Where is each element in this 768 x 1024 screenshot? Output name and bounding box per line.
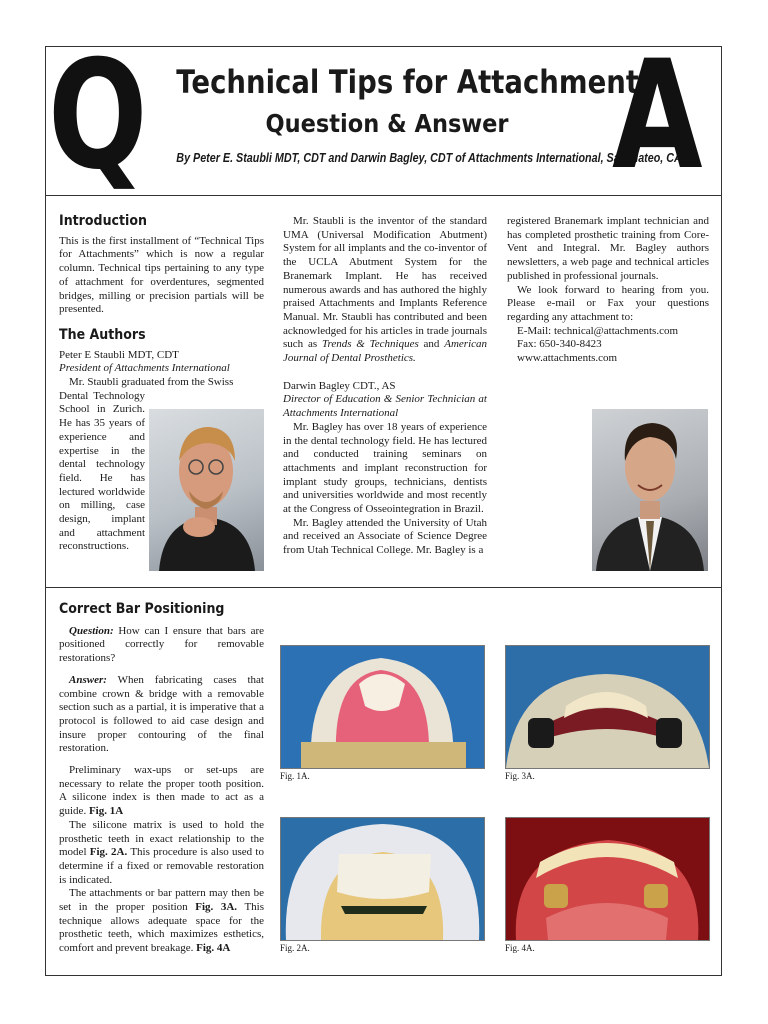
journal-trends: Trends & Techniques — [321, 338, 419, 351]
contact-intro: We look forward to hearing from you. Please e-mail or Fax your questions regarding any attachment to: — [507, 283, 709, 323]
figure-4a-image — [506, 818, 709, 940]
intro-heading: Introduction — [59, 213, 147, 229]
article-frame — [45, 29, 722, 976]
figure-1a — [280, 645, 485, 769]
figure-4a — [505, 817, 710, 941]
staubli-role: President of Attachments International — [59, 362, 230, 375]
question-text: How can I ensure that bars are positioned correctly for removable restorations? — [59, 624, 264, 665]
bagley-role: Director of Education & Senior Technician at Attachments International — [283, 393, 487, 420]
bagley-bio-3: registered Branemark implant technician and has completed prosthetic training from Core-Vent and Integral. Mr. Bagley authors newsletters, a web page and technical articles published in professional journals. — [507, 215, 709, 282]
bar-column — [59, 603, 264, 956]
caption-1a: Fig. 1A. — [280, 771, 310, 781]
section-divider — [46, 587, 721, 588]
a-letter: A — [612, 29, 703, 203]
staubli-bio-2: Dental Technology School in Zurich. He has 35 years of experience and expertise in the dental technology field. He has lectured worldwide on milling, case design, implant and attachment reconstructions. — [59, 389, 145, 553]
article-header — [46, 29, 721, 203]
p3b-text: This procedure is also used to determine if a fixed or removable restoration is indicated. — [59, 846, 264, 886]
article-subtitle: Question & Answer — [265, 109, 509, 138]
staubli-portrait-image — [149, 409, 264, 571]
staubli-name: Peter E Staubli MDT, CDT — [59, 348, 179, 361]
answer-paragraph — [59, 674, 264, 756]
figure-2a — [280, 817, 485, 941]
paragraph-2 — [59, 764, 264, 819]
question-label: Question: — [69, 624, 114, 637]
bagley-bio-1: Mr. Bagley has over 18 years of experience in the dental technology field. He has lectured and conducted training seminars on attachments and implant reconstruction for implant study groups, technicians, dentists and universities worldwide and most recently at the Congress of Osseointegration in Brazil. — [283, 420, 487, 516]
fig2-ref: Fig. 2A. — [89, 846, 128, 859]
caption-2a: Fig. 2A. — [280, 943, 310, 953]
byline: By Peter E. Staubli MDT, CDT and Darwin Bagley, CDT of Attachments International, San Mateo, CA — [176, 151, 682, 165]
staubli-bio-1: Mr. Staubli graduated from the Swiss — [69, 376, 234, 389]
intro-text: This is the first installment of “Technical Tips for Attachments” which is now a regular column. Technical tips pertaining to any type of attachment for overdentures, segmented bridges, milling or precision partials will be presented. — [59, 234, 264, 316]
contact-fax: Fax: 650-340-8423 — [517, 338, 602, 351]
caption-4a: Fig. 4A. — [505, 943, 535, 953]
caption-3a: Fig. 3A. — [505, 771, 535, 781]
answer-label: Answer: — [69, 673, 107, 686]
staubli-bio-col2 — [283, 215, 487, 366]
contact-web[interactable]: www.attachments.com — [517, 352, 618, 365]
paragraph-4 — [59, 887, 264, 956]
fig3-ref: Fig. 3A. — [195, 901, 238, 914]
bar-heading: Correct Bar Positioning — [59, 601, 225, 617]
bagley-name: Darwin Bagley CDT., AS — [283, 379, 396, 392]
p4-text: The attachments or bar pattern may then be set in the proper position — [59, 887, 264, 914]
figure-2a-image — [281, 818, 484, 940]
bagley-portrait-image — [592, 409, 708, 571]
bagley-photo — [592, 409, 708, 571]
staubli-photo — [149, 409, 264, 571]
answer-text: When fabricating cases that combine crown & bridge with a removable section such as a partial, it is imperative that a protocol is followed to aid case design and insure proper contouring of the final restoration. — [59, 673, 264, 755]
p2-text: Preliminary wax-ups or set-ups are necessary to relate the proper tooth position. A silicone index is then made to act as a guide. — [59, 764, 264, 818]
q-letter: Q — [48, 29, 148, 203]
fig4-ref: Fig. 4A — [196, 942, 231, 955]
journal-american: American Journal of Dental Prosthetics. — [283, 338, 488, 365]
staubli-bio-col2-text: Mr. Staubli is the inventor of the standard UMA (Universal Modification Abutment) System for all implants and the co-inventor of the UCLA Abutment System for the Branemark Implant. He has received numerous awards and has authored the highly praised Attachments and Implants Reference Manual. Mr. Staubli has contributed and been acknowledged for his articles in trade journals such as — [283, 215, 487, 351]
fig1-ref: Fig. 1A — [88, 805, 124, 818]
contact-email[interactable]: E-Mail: technical@attachments.com — [517, 324, 679, 337]
question-paragraph — [59, 625, 264, 666]
column-3 — [507, 215, 709, 366]
figure-3a — [505, 645, 710, 769]
paragraph-3 — [59, 819, 264, 888]
p3-text: The silicone matrix is used to hold the prosthetic teeth in exact relationship to the model — [59, 818, 264, 859]
and-text: and — [418, 338, 445, 351]
figure-3a-image — [506, 646, 709, 768]
article-title: Technical Tips for Attachments — [176, 63, 656, 101]
authors-heading: The Authors — [59, 326, 146, 343]
column-2 — [283, 215, 487, 558]
figure-1a-image — [281, 646, 484, 768]
p4b-text: This technique allows adequate space for the prosthetic teeth, which maximizes esthetics, comfort and prevent breakage. — [59, 901, 264, 955]
bagley-bio-2: Mr. Bagley attended the University of Utah and received an Associate of Science Degree from Utah Technical College. Mr. Bagley is a — [283, 516, 487, 557]
